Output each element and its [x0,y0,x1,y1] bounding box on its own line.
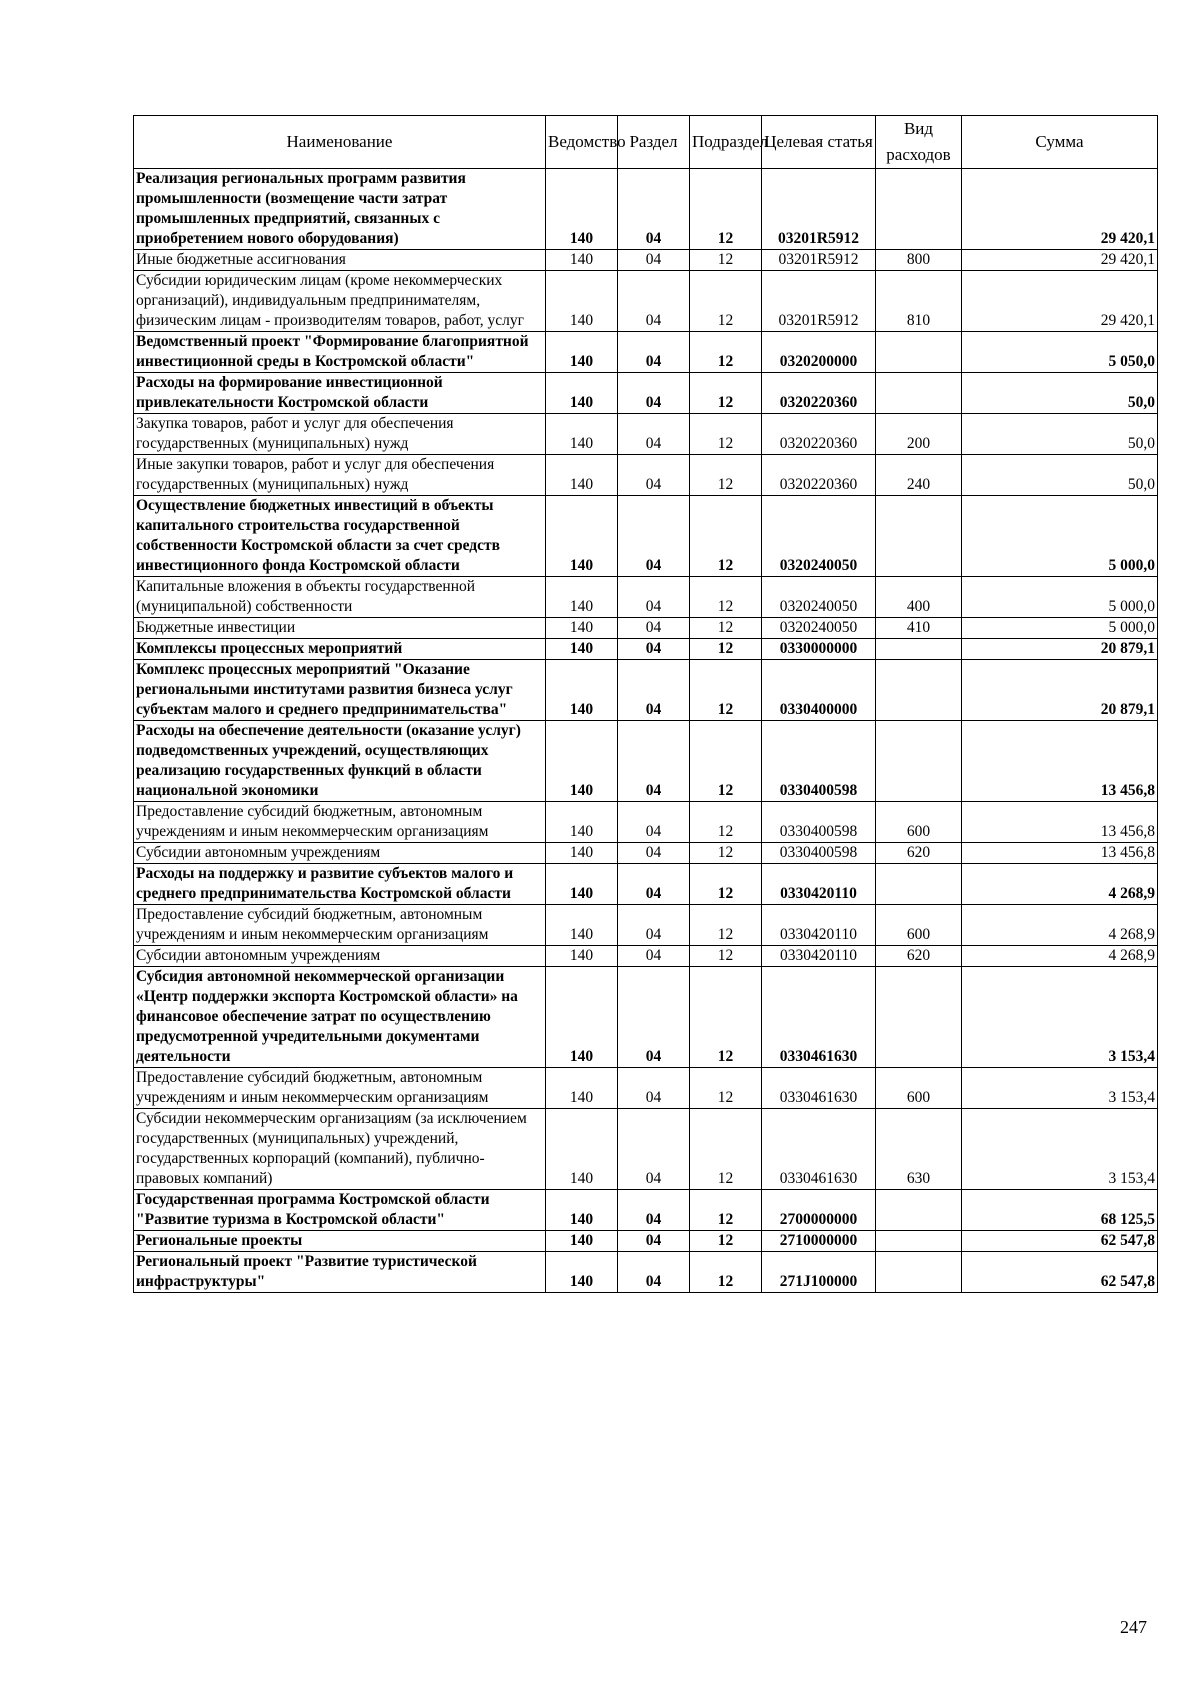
table-row [134,618,1158,639]
cell-target-article: 0330400598 [762,843,876,864]
cell-subsection: 12 [690,946,762,967]
cell-amount: 62 547,8 [962,1231,1158,1252]
cell-section: 04 [618,373,690,414]
cell-amount: 4 268,9 [962,864,1158,905]
cell-subsection: 12 [690,843,762,864]
cell-amount: 13 456,8 [962,843,1158,864]
cell-department: 140 [546,577,618,618]
cell-name: Осуществление бюджетных инвестиций в объекты капитального строительства государственной собственности Костромской области за счет средств инвестиционного фонда Костромской области [134,496,546,577]
cell-amount: 5 050,0 [962,332,1158,373]
cell-expense-type [876,332,962,373]
cell-section: 04 [618,271,690,332]
cell-name: Реализация региональных программ развития промышленности (возмещение части затрат промышленных предприятий, связанных с приобретением нового оборудования) [134,169,546,250]
cell-name: Расходы на формирование инвестиционной привлекательности Костромской области [134,373,546,414]
table-row [134,967,1158,1068]
cell-department: 140 [546,169,618,250]
cell-target-article: 271J100000 [762,1252,876,1293]
cell-target-article: 0330400598 [762,802,876,843]
cell-amount: 62 547,8 [962,1252,1158,1293]
cell-section: 04 [618,577,690,618]
cell-expense-type [876,1252,962,1293]
cell-department: 140 [546,1252,618,1293]
cell-section: 04 [618,1068,690,1109]
cell-subsection: 12 [690,967,762,1068]
cell-expense-type: 810 [876,271,962,332]
cell-expense-type [876,169,962,250]
cell-subsection: 12 [690,1109,762,1190]
cell-name: Иные закупки товаров, работ и услуг для обеспечения государственных (муниципальных) нужд [134,455,546,496]
cell-amount: 50,0 [962,373,1158,414]
header-section: Раздел [618,116,690,169]
cell-amount: 29 420,1 [962,169,1158,250]
cell-subsection: 12 [690,250,762,271]
cell-expense-type [876,373,962,414]
cell-section: 04 [618,946,690,967]
cell-subsection: 12 [690,455,762,496]
cell-department: 140 [546,1109,618,1190]
table-row [134,1190,1158,1231]
table-row [134,169,1158,250]
table-row [134,577,1158,618]
cell-department: 140 [546,618,618,639]
cell-department: 140 [546,271,618,332]
cell-name: Региональные проекты [134,1231,546,1252]
cell-amount: 29 420,1 [962,250,1158,271]
cell-department: 140 [546,946,618,967]
table-row [134,1068,1158,1109]
cell-name: Иные бюджетные ассигнования [134,250,546,271]
cell-expense-type: 400 [876,577,962,618]
cell-department: 140 [546,1190,618,1231]
cell-target-article: 0320240050 [762,577,876,618]
cell-target-article: 0330400598 [762,721,876,802]
cell-expense-type: 600 [876,905,962,946]
cell-expense-type [876,660,962,721]
cell-section: 04 [618,618,690,639]
cell-amount: 5 000,0 [962,577,1158,618]
cell-target-article: 0320220360 [762,414,876,455]
cell-department: 140 [546,864,618,905]
cell-target-article: 0320220360 [762,455,876,496]
cell-department: 140 [546,721,618,802]
cell-department: 140 [546,373,618,414]
cell-department: 140 [546,967,618,1068]
table-body [134,169,1158,1293]
table-row [134,496,1158,577]
cell-target-article: 0320220360 [762,373,876,414]
cell-target-article: 03201R5912 [762,271,876,332]
table-row [134,373,1158,414]
cell-target-article: 0320200000 [762,332,876,373]
cell-name: Комплекс процессных мероприятий "Оказание региональными институтами развития бизнеса услуг субъектам малого и среднего предпринимательства" [134,660,546,721]
cell-expense-type: 620 [876,946,962,967]
cell-subsection: 12 [690,721,762,802]
cell-name: Предоставление субсидий бюджетным, автономным учреждениям и иным некоммерческим организациям [134,1068,546,1109]
cell-expense-type [876,496,962,577]
cell-section: 04 [618,1109,690,1190]
cell-expense-type: 630 [876,1109,962,1190]
cell-section: 04 [618,455,690,496]
cell-target-article: 03201R5912 [762,250,876,271]
cell-expense-type [876,864,962,905]
cell-subsection: 12 [690,618,762,639]
cell-amount: 13 456,8 [962,802,1158,843]
cell-name: Субсидии автономным учреждениям [134,843,546,864]
table-row [134,1252,1158,1293]
table-row [134,721,1158,802]
cell-expense-type [876,639,962,660]
cell-department: 140 [546,455,618,496]
cell-section: 04 [618,802,690,843]
cell-target-article: 0330400000 [762,660,876,721]
cell-department: 140 [546,843,618,864]
header-department: Ведомство [546,116,618,169]
cell-section: 04 [618,169,690,250]
cell-name: Комплексы процессных мероприятий [134,639,546,660]
header-name: Наименование [134,116,546,169]
cell-name: Субсидии автономным учреждениям [134,946,546,967]
cell-section: 04 [618,496,690,577]
cell-department: 140 [546,639,618,660]
cell-expense-type: 800 [876,250,962,271]
cell-amount: 20 879,1 [962,660,1158,721]
cell-department: 140 [546,250,618,271]
cell-department: 140 [546,332,618,373]
cell-target-article: 0330461630 [762,1109,876,1190]
cell-target-article: 0330461630 [762,967,876,1068]
cell-section: 04 [618,1252,690,1293]
cell-section: 04 [618,721,690,802]
cell-target-article: 0330461630 [762,1068,876,1109]
table-row [134,250,1158,271]
cell-target-article: 0330420110 [762,905,876,946]
cell-department: 140 [546,905,618,946]
cell-amount: 13 456,8 [962,721,1158,802]
cell-subsection: 12 [690,577,762,618]
table-row [134,332,1158,373]
cell-department: 140 [546,414,618,455]
cell-subsection: 12 [690,802,762,843]
header-target-article: Целевая статья [762,116,876,169]
table-row [134,946,1158,967]
table-header-row [134,116,1158,169]
cell-name: Расходы на обеспечение деятельности (оказание услуг) подведомственных учреждений, осуществляющих реализацию государственных функций в области национальной экономики [134,721,546,802]
cell-name: Капитальные вложения в объекты государственной (муниципальной) собственности [134,577,546,618]
cell-subsection: 12 [690,1252,762,1293]
table-row [134,639,1158,660]
cell-subsection: 12 [690,1231,762,1252]
cell-department: 140 [546,496,618,577]
cell-section: 04 [618,1190,690,1231]
cell-section: 04 [618,905,690,946]
cell-target-article: 0330420110 [762,864,876,905]
cell-expense-type [876,1231,962,1252]
table-row [134,843,1158,864]
cell-expense-type: 600 [876,1068,962,1109]
table-row [134,905,1158,946]
cell-name: Ведомственный проект "Формирование благоприятной инвестиционной среды в Костромской области" [134,332,546,373]
cell-expense-type [876,967,962,1068]
cell-subsection: 12 [690,271,762,332]
cell-amount: 3 153,4 [962,1109,1158,1190]
table-row [134,660,1158,721]
cell-amount: 5 000,0 [962,496,1158,577]
cell-name: Субсидии некоммерческим организациям (за исключением государственных (муниципальных) учреждений, государственных корпораций (компаний), публично-правовых компаний) [134,1109,546,1190]
table-row [134,271,1158,332]
cell-name: Бюджетные инвестиции [134,618,546,639]
cell-expense-type: 240 [876,455,962,496]
table-row [134,414,1158,455]
cell-subsection: 12 [690,660,762,721]
cell-amount: 50,0 [962,414,1158,455]
cell-section: 04 [618,639,690,660]
cell-amount: 50,0 [962,455,1158,496]
cell-section: 04 [618,414,690,455]
table-row [134,802,1158,843]
cell-target-article: 03201R5912 [762,169,876,250]
cell-amount: 3 153,4 [962,967,1158,1068]
cell-expense-type [876,1190,962,1231]
cell-name: Закупка товаров, работ и услуг для обеспечения государственных (муниципальных) нужд [134,414,546,455]
cell-subsection: 12 [690,414,762,455]
cell-amount: 3 153,4 [962,1068,1158,1109]
cell-amount: 4 268,9 [962,905,1158,946]
cell-section: 04 [618,864,690,905]
cell-target-article: 0320240050 [762,618,876,639]
cell-expense-type [876,721,962,802]
cell-amount: 29 420,1 [962,271,1158,332]
cell-name: Субсидии юридическим лицам (кроме некоммерческих организаций), индивидуальным предпринимателям, физическим лицам - производителям товаров, работ, услуг [134,271,546,332]
cell-section: 04 [618,332,690,373]
cell-subsection: 12 [690,332,762,373]
header-expense-type: Вид расходов [876,116,962,169]
cell-name: Региональный проект "Развитие туристической инфраструктуры" [134,1252,546,1293]
cell-amount: 68 125,5 [962,1190,1158,1231]
cell-subsection: 12 [690,373,762,414]
cell-expense-type: 200 [876,414,962,455]
cell-department: 140 [546,1068,618,1109]
cell-amount: 5 000,0 [962,618,1158,639]
cell-subsection: 12 [690,496,762,577]
table-row [134,455,1158,496]
cell-name: Государственная программа Костромской области "Развитие туризма в Костромской области" [134,1190,546,1231]
cell-department: 140 [546,802,618,843]
cell-name: Предоставление субсидий бюджетным, автономным учреждениям и иным некоммерческим организациям [134,802,546,843]
cell-subsection: 12 [690,169,762,250]
cell-target-article: 0330420110 [762,946,876,967]
table-row [134,1231,1158,1252]
cell-expense-type: 620 [876,843,962,864]
cell-name: Расходы на поддержку и развитие субъектов малого и среднего предпринимательства Костромской области [134,864,546,905]
budget-table [133,115,1158,1293]
cell-section: 04 [618,843,690,864]
header-subsection: Подраздел [690,116,762,169]
cell-department: 140 [546,1231,618,1252]
cell-amount: 20 879,1 [962,639,1158,660]
cell-target-article: 2700000000 [762,1190,876,1231]
cell-department: 140 [546,660,618,721]
cell-target-article: 0330000000 [762,639,876,660]
cell-target-article: 0320240050 [762,496,876,577]
cell-section: 04 [618,660,690,721]
cell-subsection: 12 [690,1190,762,1231]
cell-name: Субсидия автономной некоммерческой организации «Центр поддержки экспорта Костромской области» на финансовое обеспечение затрат по осуществлению предусмотренной учредительными документами деятельности [134,967,546,1068]
page-number: 247 [1120,1617,1147,1637]
cell-section: 04 [618,1231,690,1252]
cell-amount: 4 268,9 [962,946,1158,967]
cell-subsection: 12 [690,905,762,946]
cell-name: Предоставление субсидий бюджетным, автономным учреждениям и иным некоммерческим организациям [134,905,546,946]
cell-expense-type: 410 [876,618,962,639]
cell-subsection: 12 [690,864,762,905]
header-amount: Сумма [962,116,1158,169]
cell-subsection: 12 [690,1068,762,1109]
table-row [134,864,1158,905]
cell-expense-type: 600 [876,802,962,843]
cell-subsection: 12 [690,639,762,660]
table-row [134,1109,1158,1190]
cell-section: 04 [618,250,690,271]
cell-target-article: 2710000000 [762,1231,876,1252]
cell-section: 04 [618,967,690,1068]
